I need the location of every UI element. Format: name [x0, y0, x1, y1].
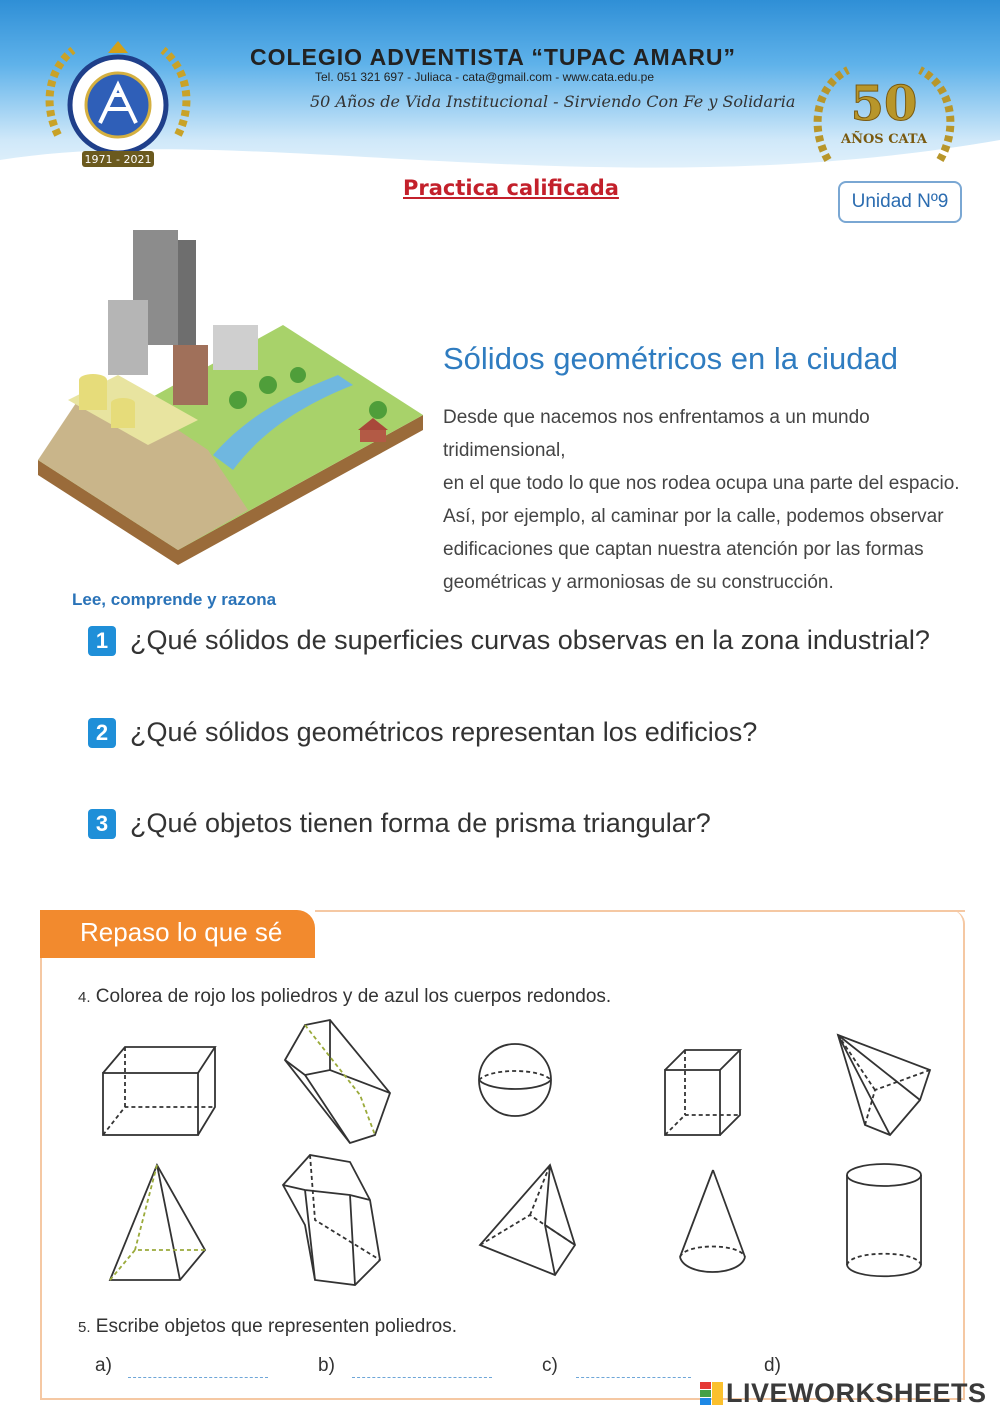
task-5 — [78, 1316, 457, 1338]
question-1 — [88, 625, 930, 656]
task-text: Escribe objetos que representen poliedros. — [95, 1316, 458, 1337]
review-top-border — [315, 910, 965, 912]
liveworksheets-brand — [700, 1378, 987, 1409]
sphere-shape[interactable] — [475, 1040, 555, 1120]
question-text: ¿Qué sólidos geométricos representan los edificios? — [130, 717, 758, 747]
school-motto: 50 Años de Vida Institucional - Sirviendo Con Fe y Solidaria — [310, 92, 796, 111]
question-number-badge: 3 — [88, 809, 116, 839]
intro-line: Desde que nacemos nos enfrentamos a un mundo tridimensional, — [443, 407, 870, 461]
brand-text: LIVEWORKSHEETS — [726, 1378, 987, 1408]
liveworksheets-icon — [700, 1382, 724, 1406]
anniversary-text: AÑOS CATA — [841, 132, 927, 147]
question-2 — [88, 717, 757, 748]
intro-line: edificaciones que captan nuestra atención por las formas — [443, 539, 924, 560]
question-text: ¿Qué sólidos de superficies curvas observas en la zona industrial? — [130, 625, 930, 655]
logo-years-text: 1971 - 2021 — [84, 153, 152, 166]
task-number: 5. — [78, 1319, 91, 1336]
question-3 — [88, 808, 711, 839]
irregular-pyramid-shape[interactable] — [475, 1160, 585, 1280]
blank-label-c: c) — [542, 1355, 558, 1376]
hexagonal-prism-upright-shape[interactable] — [275, 1150, 385, 1290]
anniversary-number: 50 — [850, 76, 918, 132]
question-number-badge: 1 — [88, 626, 116, 656]
cube-shape[interactable] — [660, 1045, 745, 1140]
reading-label: Lee, comprende y razona — [72, 590, 277, 609]
city-illustration — [38, 225, 423, 565]
pyramid-shape[interactable] — [830, 1030, 940, 1140]
blank-label-d: d) — [764, 1355, 781, 1376]
blank-label-a: a) — [95, 1355, 112, 1376]
unit-badge: Unidad Nº9 — [838, 181, 962, 223]
blank-label-b: b) — [318, 1355, 335, 1376]
intro-line: Así, por ejemplo, al caminar por la calle, podemos observar — [443, 506, 944, 527]
section-title: Sólidos geométricos en la ciudad — [443, 341, 898, 376]
review-tab-label: Repaso lo que sé — [80, 917, 283, 947]
intro-line: geométricas y armoniosas de su construcción. — [443, 572, 834, 593]
cone-shape[interactable] — [675, 1165, 750, 1280]
question-text: ¿Qué objetos tienen forma de prisma triangular? — [130, 808, 711, 838]
school-logo-icon — [38, 35, 198, 175]
hexagonal-prism-shape[interactable] — [275, 1015, 400, 1150]
school-contact: Tel. 051 321 697 - Juliaca - cata@gmail.com - www.cata.edu.pe — [315, 70, 655, 84]
intro-line: en el que todo lo que nos rodea ocupa una parte del espacio. — [443, 473, 960, 494]
task-text: Colorea de rojo los poliedros y de azul los cuerpos redondos. — [95, 986, 612, 1007]
task-4 — [78, 986, 611, 1008]
answer-blank-c[interactable] — [576, 1377, 691, 1378]
question-number-badge: 2 — [88, 718, 116, 748]
task-number: 4. — [78, 989, 91, 1006]
square-pyramid-shape[interactable] — [105, 1160, 215, 1285]
answer-blank-a[interactable] — [128, 1377, 268, 1378]
answer-blank-b[interactable] — [352, 1377, 492, 1378]
school-name: COLEGIO ADVENTISTA “TUPAC AMARU” — [250, 44, 737, 70]
page-title: Practica calificada — [403, 176, 619, 200]
anniversary-logo-icon — [808, 65, 960, 175]
cylinder-shape[interactable] — [842, 1160, 927, 1285]
intro-paragraph — [443, 401, 973, 599]
rectangular-prism-shape[interactable] — [95, 1035, 220, 1140]
